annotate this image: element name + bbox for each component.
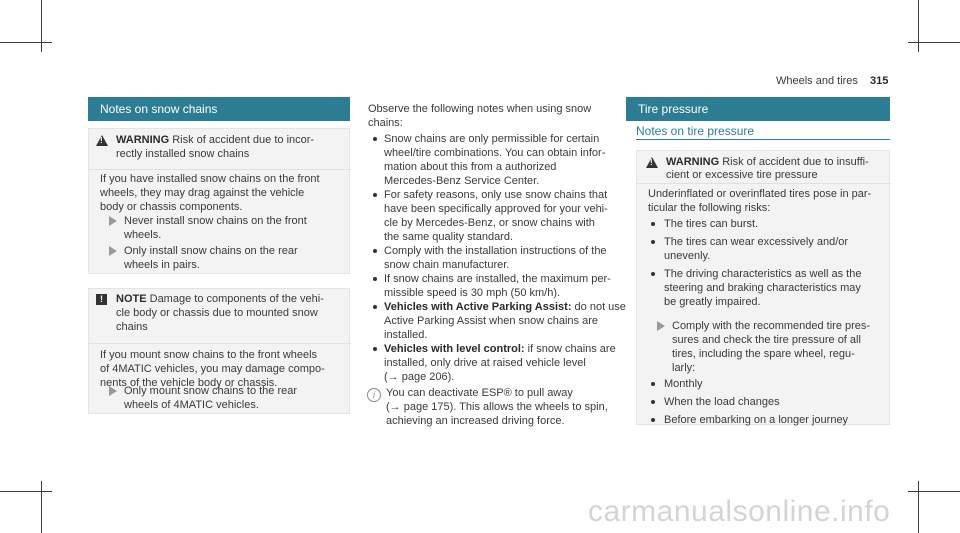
bullet-line: If snow chains are installed, the maximum per- — [384, 273, 611, 285]
section-header-tire-pressure: Tire pressure — [626, 97, 890, 121]
bullet-line: have been specifically approved for your vehi- — [384, 203, 608, 215]
info-line: You can deactivate ESP® to pull away — [386, 387, 573, 399]
paragraph-line: If you have installed snow chains on the front — [100, 173, 320, 185]
paragraph-line: of 4MATIC vehicles, you may damage compo- — [100, 363, 325, 375]
paragraph-line: body or chassis components. — [100, 201, 243, 213]
info-icon: i — [367, 388, 381, 402]
step-line: Only mount snow chains to the rear — [124, 385, 298, 397]
warning-icon — [96, 135, 108, 146]
watermark: carmanualsonline.info — [588, 495, 891, 528]
bullet-icon — [651, 418, 655, 422]
step-line: wheels. — [124, 229, 162, 241]
crop-mark — [908, 42, 960, 43]
bullet-line: mation about this from a authorized — [384, 161, 557, 173]
bullet-line: Monthly — [664, 378, 703, 390]
bullet-line: be greatly impaired. — [664, 296, 761, 308]
step-line: sures and check the tire pressure of all — [672, 334, 861, 346]
bullet-line: do not use — [571, 301, 626, 313]
paragraph-line: wheels, they may drag against the vehicle — [100, 187, 305, 199]
crop-mark — [0, 491, 52, 492]
bullet-line: cle by Mercedes-Benz, or snow chains with — [384, 217, 595, 229]
step-arrow-icon — [109, 216, 117, 226]
bullet-line: installed, only drive at raised vehicle level — [384, 357, 586, 369]
bullet-line: The tires can burst. — [664, 218, 759, 230]
step-arrow-icon — [657, 321, 665, 331]
warning-text: Risk of accident due to insuffi- — [722, 156, 869, 168]
bullet-line: installed. — [384, 329, 428, 341]
warning-label: WARNING — [666, 156, 720, 168]
bullet-line: The driving characteristics as well as the — [664, 268, 862, 280]
step-line: larly: — [672, 362, 696, 374]
subheader-notes-tire-pressure: Notes on tire pressure — [636, 124, 755, 138]
page-reference-link[interactable]: (→ page 206). — [384, 371, 455, 383]
bullet-icon — [373, 193, 377, 197]
paragraph-line: If you mount snow chains to the front wheels — [100, 349, 318, 361]
note-text: Damage to components of the vehi- — [149, 293, 324, 305]
note-label: NOTE — [116, 293, 147, 305]
page-number: 315 — [870, 75, 889, 87]
step-line: tires, including the spare wheel, regu- — [672, 348, 855, 360]
warning-text: cient or excessive tire pressure — [666, 169, 818, 181]
step-line: Comply with the recommended tire pres- — [672, 320, 871, 332]
paragraph-line: ticular the following risks: — [648, 202, 771, 214]
bullet-line: steering and braking characteristics may — [664, 282, 861, 294]
bullet-line: Comply with the installation instructions of the — [384, 245, 607, 257]
bullet-icon — [651, 222, 655, 226]
bullet-icon — [651, 240, 655, 244]
bullet-line: unevenly. — [664, 250, 711, 262]
step-line: Only install snow chains on the rear — [124, 245, 298, 257]
crop-mark — [918, 481, 919, 533]
step-arrow-icon — [109, 386, 117, 396]
step-line: Never install snow chains on the front — [124, 215, 307, 227]
step-line: wheels in pairs. — [124, 259, 200, 271]
page-reference-link[interactable]: (→ page 175). This allows the wheels to spin, — [386, 401, 608, 413]
paragraph-line: Observe the following notes when using snow — [368, 103, 592, 115]
paragraph-line: nents of the vehicle body or chassis. — [100, 377, 278, 389]
bullet-line: When the load changes — [664, 396, 780, 408]
section-header-snow-chains: Notes on snow chains — [88, 97, 350, 121]
bullet-icon — [373, 277, 377, 281]
bullet-icon — [651, 382, 655, 386]
crop-mark — [41, 481, 42, 533]
bullet-line: if snow chains are — [524, 343, 616, 355]
crop-mark — [918, 0, 919, 52]
bullet-line: Before embarking on a longer journey — [664, 414, 849, 426]
bullet-icon — [651, 272, 655, 276]
bullet-bold-lead: Vehicles with level control: — [384, 343, 525, 355]
bullet-line: Active Parking Assist when snow chains are — [384, 315, 598, 327]
bullet-line: missible speed is 30 mph (50 km/h). — [384, 287, 561, 299]
warning-text: rectly installed snow chains — [116, 148, 250, 160]
note-text: cle body or chassis due to mounted snow — [116, 307, 318, 319]
bullet-icon — [651, 400, 655, 404]
bullet-icon — [373, 305, 377, 309]
bullet-line: For safety reasons, only use snow chains that — [384, 189, 608, 201]
bullet-line: snow chain manufacturer. — [384, 259, 510, 271]
bullet-bold-lead: Vehicles with Active Parking Assist: — [384, 301, 572, 313]
step-line: wheels of 4MATIC vehicles. — [124, 399, 259, 411]
bullet-icon — [373, 347, 377, 351]
crop-mark — [908, 491, 960, 492]
bullet-line: wheel/tire combinations. You can obtain infor- — [384, 147, 606, 159]
crop-mark — [41, 0, 42, 52]
paragraph-line: chains: — [368, 117, 403, 129]
bullet-icon — [373, 137, 377, 141]
bullet-icon — [373, 249, 377, 253]
warning-text: Risk of accident due to incor- — [172, 134, 315, 146]
bullet-line: Mercedes-Benz Service Center. — [384, 175, 540, 187]
crop-mark — [0, 42, 52, 43]
bullet-line: the same quality standard. — [384, 231, 514, 243]
paragraph-line: Underinflated or overinflated tires pose in par- — [648, 188, 872, 200]
note-icon: ! — [96, 294, 107, 305]
subheader-rule — [636, 139, 890, 140]
warning-icon — [646, 157, 658, 168]
bullet-line: The tires can wear excessively and/or — [664, 236, 849, 248]
warning-label: WARNING — [116, 134, 170, 146]
running-head-section: Wheels and tires — [776, 75, 858, 87]
step-arrow-icon — [109, 246, 117, 256]
info-line: achieving an increased driving force. — [386, 415, 565, 427]
note-text: chains — [116, 321, 148, 333]
bullet-line: Snow chains are only permissible for certain — [384, 133, 600, 145]
